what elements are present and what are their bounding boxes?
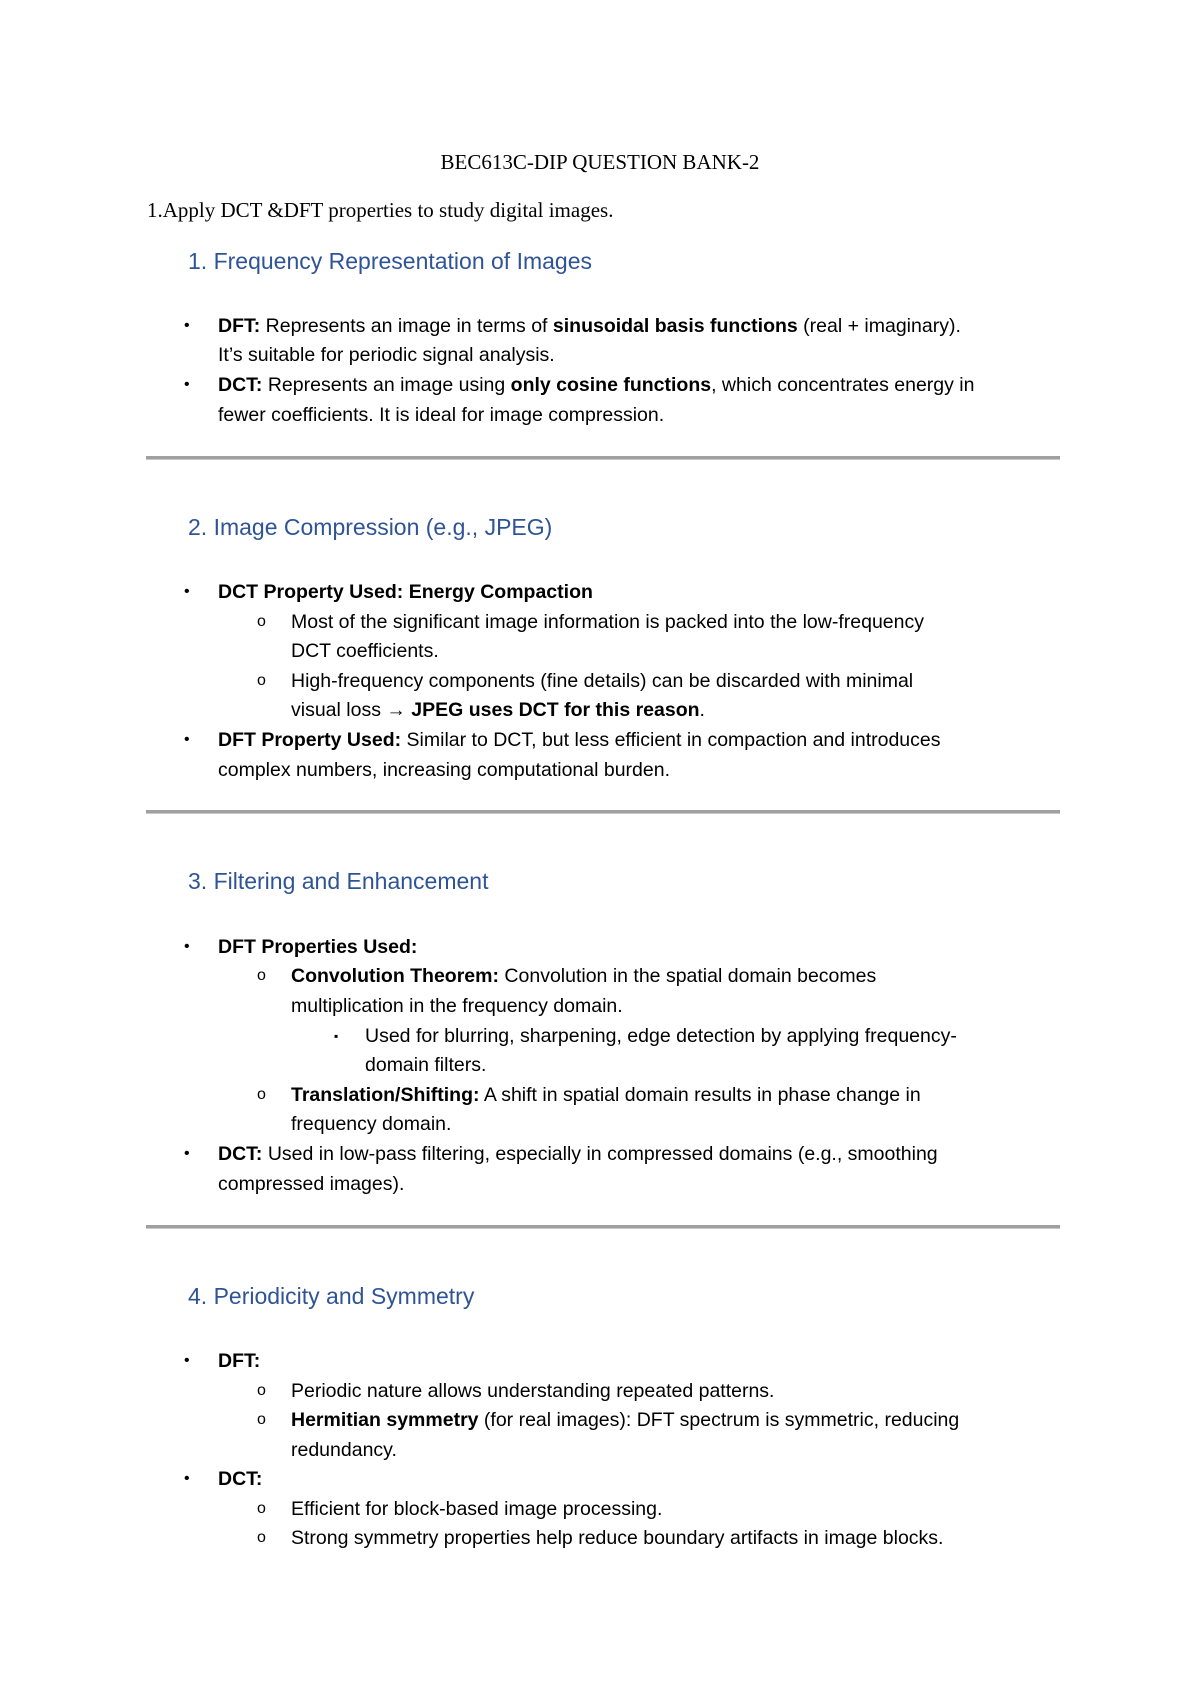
s3-trans-line2: frequency domain. <box>291 1113 452 1135</box>
s4-herm-line <box>291 1405 959 1435</box>
s3-dct-line <box>218 1139 938 1169</box>
section-3-heading: 3. Filtering and Enhancement <box>188 868 489 894</box>
s2-dft-text: Similar to DCT, but less efficient in compaction and introduces <box>401 729 941 751</box>
bullet-icon: • <box>184 317 190 334</box>
s2-dft-label: DFT Property Used: <box>218 729 402 751</box>
s4-herm-line2: redundancy. <box>291 1439 397 1461</box>
sub-bullet-icon: o <box>257 613 266 630</box>
s3-used-line1: Used for blurring, sharpening, edge detection by applying frequency- <box>365 1025 957 1047</box>
s3-used-line2: domain filters. <box>365 1054 487 1076</box>
s1-dct-line2: fewer coefficients. It is ideal for image compression. <box>218 404 665 426</box>
s1-dft-text-a: Represents an image in terms of <box>260 315 553 337</box>
s1-dft-line2: It’s suitable for periodic signal analysis. <box>218 344 555 366</box>
sub-bullet-icon: o <box>257 967 266 984</box>
s2-sub1-line2: DCT coefficients. <box>291 640 439 662</box>
s1-dct-label: DCT: <box>218 374 263 396</box>
s3-dft-label: DFT Properties Used: <box>218 936 418 958</box>
s1-dft-line <box>218 311 961 341</box>
s4-dft-sub1: Periodic nature allows understanding repeated patterns. <box>291 1380 775 1402</box>
sub-bullet-icon: o <box>257 1529 266 1546</box>
s3-conv-text: Convolution in the spatial domain becomes <box>499 965 877 987</box>
bullet-icon: • <box>184 1145 190 1162</box>
s1-dct-line <box>218 370 975 400</box>
s3-trans-line <box>291 1080 921 1110</box>
s1-dct-bold: only cosine functions <box>510 374 712 396</box>
sub-bullet-icon: o <box>257 1086 266 1103</box>
s3-dct-line2: compressed images). <box>218 1173 405 1195</box>
bullet-icon: • <box>184 1352 190 1369</box>
horizontal-rule <box>146 810 1060 814</box>
s3-dft-label-line <box>218 932 417 962</box>
question-text: 1.Apply DCT &DFT properties to study digital images. <box>147 198 614 222</box>
square-bullet-icon: ▪ <box>334 1029 339 1043</box>
s1-dct-text-a: Represents an image using <box>262 374 511 396</box>
section-4-heading: 4. Periodicity and Symmetry <box>188 1283 475 1309</box>
s2-sub2-line1: High-frequency components (fine details) can be discarded with minimal <box>291 670 914 692</box>
s3-conv-line <box>291 961 876 991</box>
s4-dct-sub2: Strong symmetry properties help reduce boundary artifacts in image blocks. <box>291 1527 944 1549</box>
section-2-heading: 2. Image Compression (e.g., JPEG) <box>188 514 553 540</box>
s1-dft-bold: sinusoidal basis functions <box>552 315 798 337</box>
s3-conv-line2: multiplication in the frequency domain. <box>291 995 623 1017</box>
s4-dct-sub1: Efficient for block-based image processing. <box>291 1498 663 1520</box>
s2-dft-line2: complex numbers, increasing computational burden. <box>218 759 670 781</box>
sub-bullet-icon: o <box>257 1411 266 1428</box>
s3-dct-text: Used in low-pass filtering, especially in compressed domains (e.g., smoothing <box>262 1143 938 1165</box>
s1-dft-label: DFT: <box>218 315 261 337</box>
s3-trans-label: Translation/Shifting: <box>291 1084 480 1106</box>
bullet-icon: • <box>184 1470 190 1487</box>
s4-dct-label-line <box>218 1464 262 1494</box>
s1-dft-text-b: (real + imaginary). <box>797 315 961 337</box>
s2-sub2-line2 <box>291 695 705 725</box>
bullet-icon: • <box>184 938 190 955</box>
document-title: BEC613C-DIP QUESTION BANK-2 <box>440 150 760 174</box>
s4-dct-label: DCT: <box>218 1468 263 1490</box>
bullet-icon: • <box>184 583 190 600</box>
s2-dft-line <box>218 725 941 755</box>
sub-bullet-icon: o <box>257 1382 266 1399</box>
s3-conv-label: Convolution Theorem: <box>291 965 499 987</box>
s3-dct-label: DCT: <box>218 1143 263 1165</box>
sub-bullet-icon: o <box>257 1500 266 1517</box>
s2-dct-label: DCT Property Used: Energy Compaction <box>218 581 593 603</box>
s2-sub2-text-b: . <box>699 699 705 721</box>
s2-sub2-bold: JPEG uses DCT for this reason <box>411 699 700 721</box>
s4-dft-label-line <box>218 1346 260 1376</box>
s4-herm-label: Hermitian symmetry <box>291 1409 479 1431</box>
bullet-icon: • <box>184 376 190 393</box>
s2-dct-label-line <box>218 577 593 607</box>
s3-trans-text: A shift in spatial domain results in phase change in <box>479 1084 921 1106</box>
s4-dft-label: DFT: <box>218 1350 261 1372</box>
s2-sub2-text-a: visual loss → <box>291 699 412 721</box>
s2-sub1-line1: Most of the significant image information is packed into the low-frequency <box>291 611 924 633</box>
horizontal-rule <box>146 1225 1060 1229</box>
sub-bullet-icon: o <box>257 672 266 689</box>
section-1-heading: 1. Frequency Representation of Images <box>188 248 593 274</box>
bullet-icon: • <box>184 731 190 748</box>
s4-herm-text: (for real images): DFT spectrum is symmetric, reducing <box>478 1409 960 1431</box>
s1-dct-text-b: , which concentrates energy in <box>711 374 975 396</box>
horizontal-rule <box>146 456 1060 460</box>
